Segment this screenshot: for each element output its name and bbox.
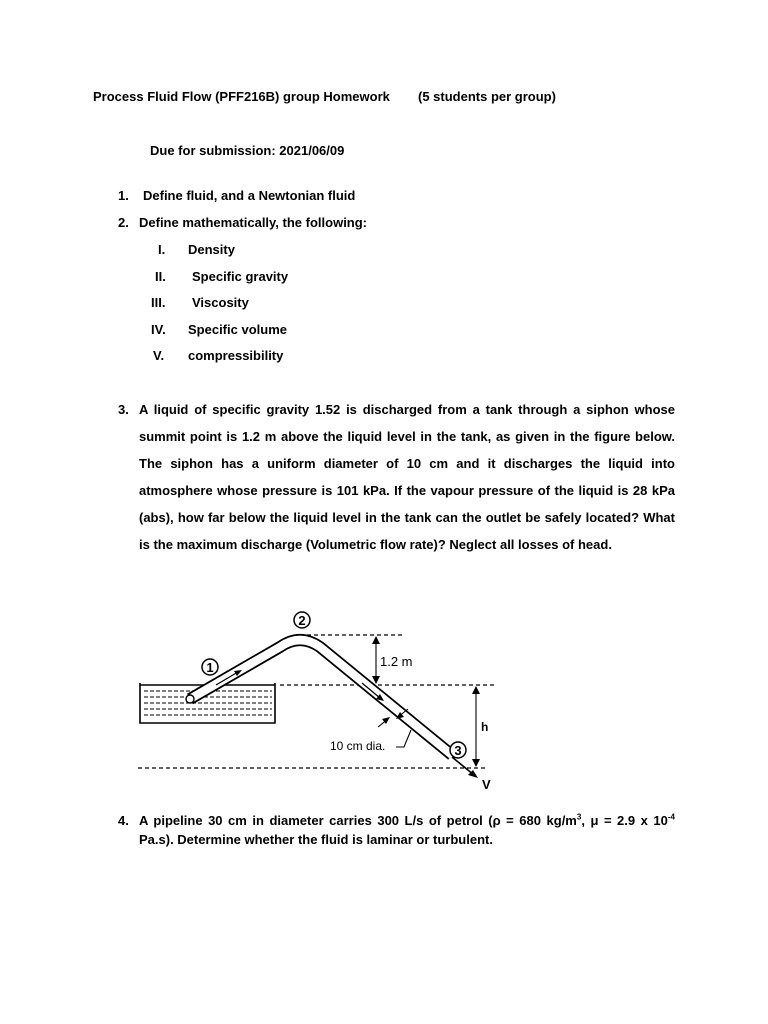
- question-2-number: 2.: [118, 215, 129, 230]
- diameter-label: 10 cm dia.: [330, 739, 386, 753]
- sublist-item-number: IV.: [151, 322, 166, 337]
- sublist-item-number: I.: [158, 242, 166, 257]
- question-4-text-c: Pa.s). Determine whether the fluid is laminar or turbulent.: [139, 832, 493, 847]
- question-4-text: [139, 811, 675, 849]
- question-4-number: 4.: [118, 813, 129, 828]
- siphon-figure: [130, 605, 510, 805]
- group-note: (5 students per group): [418, 89, 556, 104]
- question-1-text: Define fluid, and a Newtonian fluid: [143, 188, 356, 203]
- height-label: 1.2 m: [380, 654, 413, 669]
- homework-title: Process Fluid Flow (PFF216B) group Homework: [93, 89, 390, 104]
- sublist-item-specific-gravity: Specific gravity: [192, 269, 289, 284]
- sublist-item-number: II.: [155, 269, 166, 284]
- question-4-sup-2: -4: [667, 812, 675, 822]
- sublist-item-viscosity: Viscosity: [192, 295, 249, 310]
- sublist-item-number: III.: [151, 295, 166, 310]
- question-1-number: 1.: [118, 188, 129, 203]
- point-3-label: 3: [454, 743, 462, 758]
- velocity-label: V: [482, 777, 491, 792]
- point-2-label: 2: [298, 613, 306, 628]
- sublist-item-compressibility: compressibility: [188, 348, 284, 363]
- question-4-text-a: A pipeline 30 cm in diameter carries 300 L/s of petrol (ρ = 680 kg/m: [139, 813, 577, 828]
- point-1-label: 1: [206, 660, 214, 675]
- question-4-text-b: , μ = 2.9 x 10: [581, 813, 668, 828]
- sublist-item-specific-volume: Specific volume: [188, 322, 287, 337]
- question-2-text: Define mathematically, the following:: [139, 215, 368, 230]
- h-label: h: [481, 720, 489, 734]
- sublist-item-density: Density: [188, 242, 235, 257]
- question-3-text: A liquid of specific gravity 1.52 is discharged from a tank through a siphon whose summit point is 1.2 m above the liquid level in the tank, as given in the figure below. The siphon has a uniform diameter of 10 cm and it discharges the liquid into atmosphere whose pressure is 101 kPa. If the vapour pressure of the liquid is 28 kPa (abs), how far below the liquid level in the tank can the outlet be safely located? What is the maximum discharge (Volumetric flow rate)? Neglect all losses of head.: [139, 402, 675, 552]
- sublist-item-number: V.: [153, 348, 165, 363]
- question-4-sup-1: 3: [576, 812, 582, 822]
- question-3-number: 3.: [118, 402, 129, 417]
- due-date: Due for submission: 2021/06/09: [150, 143, 345, 158]
